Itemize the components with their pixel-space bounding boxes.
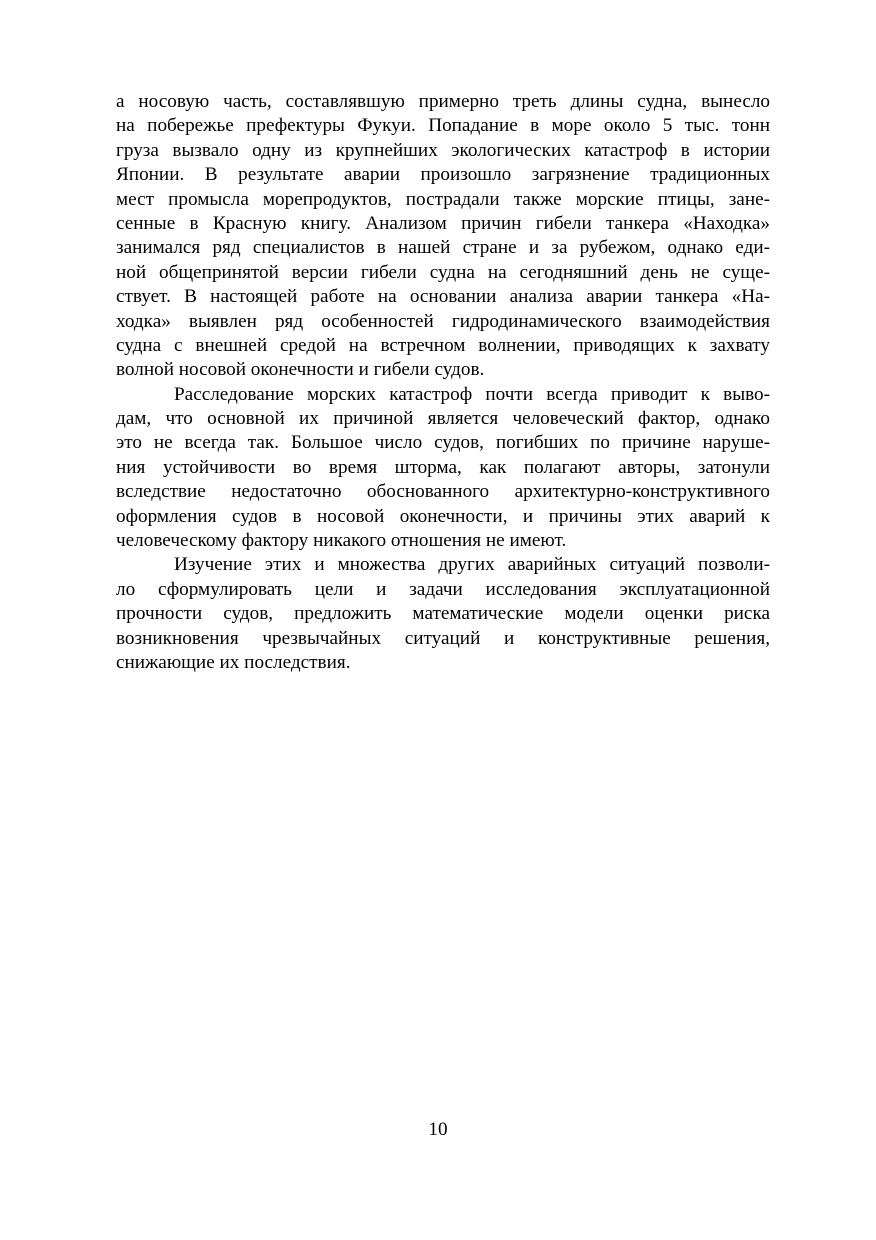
text-line: ния устойчивости во время шторма, как полагают авторы, затонули bbox=[116, 456, 770, 478]
text-line: вследствие недостаточно обоснованного архитектурно-конструктивного bbox=[116, 481, 770, 503]
text-line: ходка» выявлен ряд особенностей гидродинамического взаимодействия bbox=[116, 310, 770, 332]
paragraph-1 bbox=[116, 90, 770, 383]
text-line: Изучение этих и множества других аварийных ситуаций позволи- bbox=[174, 554, 770, 576]
text-line: ствует. В настоящей работе на основании анализа аварии танкера «На- bbox=[116, 286, 770, 308]
text-line: ной общепринятой версии гибели судна на сегодняшний день не суще- bbox=[116, 261, 770, 283]
text-line: дам, что основной их причиной является человеческий фактор, однако bbox=[116, 408, 770, 430]
text-line: на побережье префектуры Фукуи. Попадание в море около 5 тыс. тонн bbox=[116, 115, 770, 137]
text-line: волной носовой оконечности и гибели судов. bbox=[116, 359, 485, 381]
text-line: человеческому фактору никакого отношения не имеют. bbox=[116, 530, 567, 552]
paragraph-3 bbox=[116, 553, 770, 675]
text-line: это не всегда так. Большое число судов, погибших по причине наруше- bbox=[116, 432, 770, 454]
text-line: возникновения чрезвычайных ситуаций и конструктивные решения, bbox=[116, 627, 770, 649]
text-line: Японии. В результате аварии произошло загрязнение традиционных bbox=[116, 164, 770, 186]
text-line: груза вызвало одну из крупнейших экологических катастроф в истории bbox=[116, 139, 770, 161]
text-line: судна с внешней средой на встречном волнении, приводящих к захвату bbox=[116, 334, 770, 356]
paragraph-2 bbox=[116, 383, 770, 554]
text-line: сенные в Красную книгу. Анализом причин гибели танкера «Находка» bbox=[116, 212, 770, 234]
text-line: прочности судов, предложить математические модели оценки риска bbox=[116, 603, 770, 625]
text-line: снижающие их последствия. bbox=[116, 651, 351, 673]
page-number: 10 bbox=[428, 1119, 448, 1140]
text-line: оформления судов в носовой оконечности, и причины этих аварий к bbox=[116, 505, 770, 527]
text-line: а носовую часть, составлявшую примерно треть длины судна, вынесло bbox=[116, 91, 770, 112]
text-line: ло сформулировать цели и задачи исследования эксплуатационной bbox=[116, 578, 770, 600]
text-line: Расследование морских катастроф почти всегда приводит к выво- bbox=[174, 383, 770, 405]
text-line: мест промысла морепродуктов, пострадали также морские птицы, зане- bbox=[116, 188, 770, 210]
body-text bbox=[116, 90, 770, 675]
text-line: занимался ряд специалистов в нашей стране и за рубежом, однако еди- bbox=[116, 237, 770, 259]
